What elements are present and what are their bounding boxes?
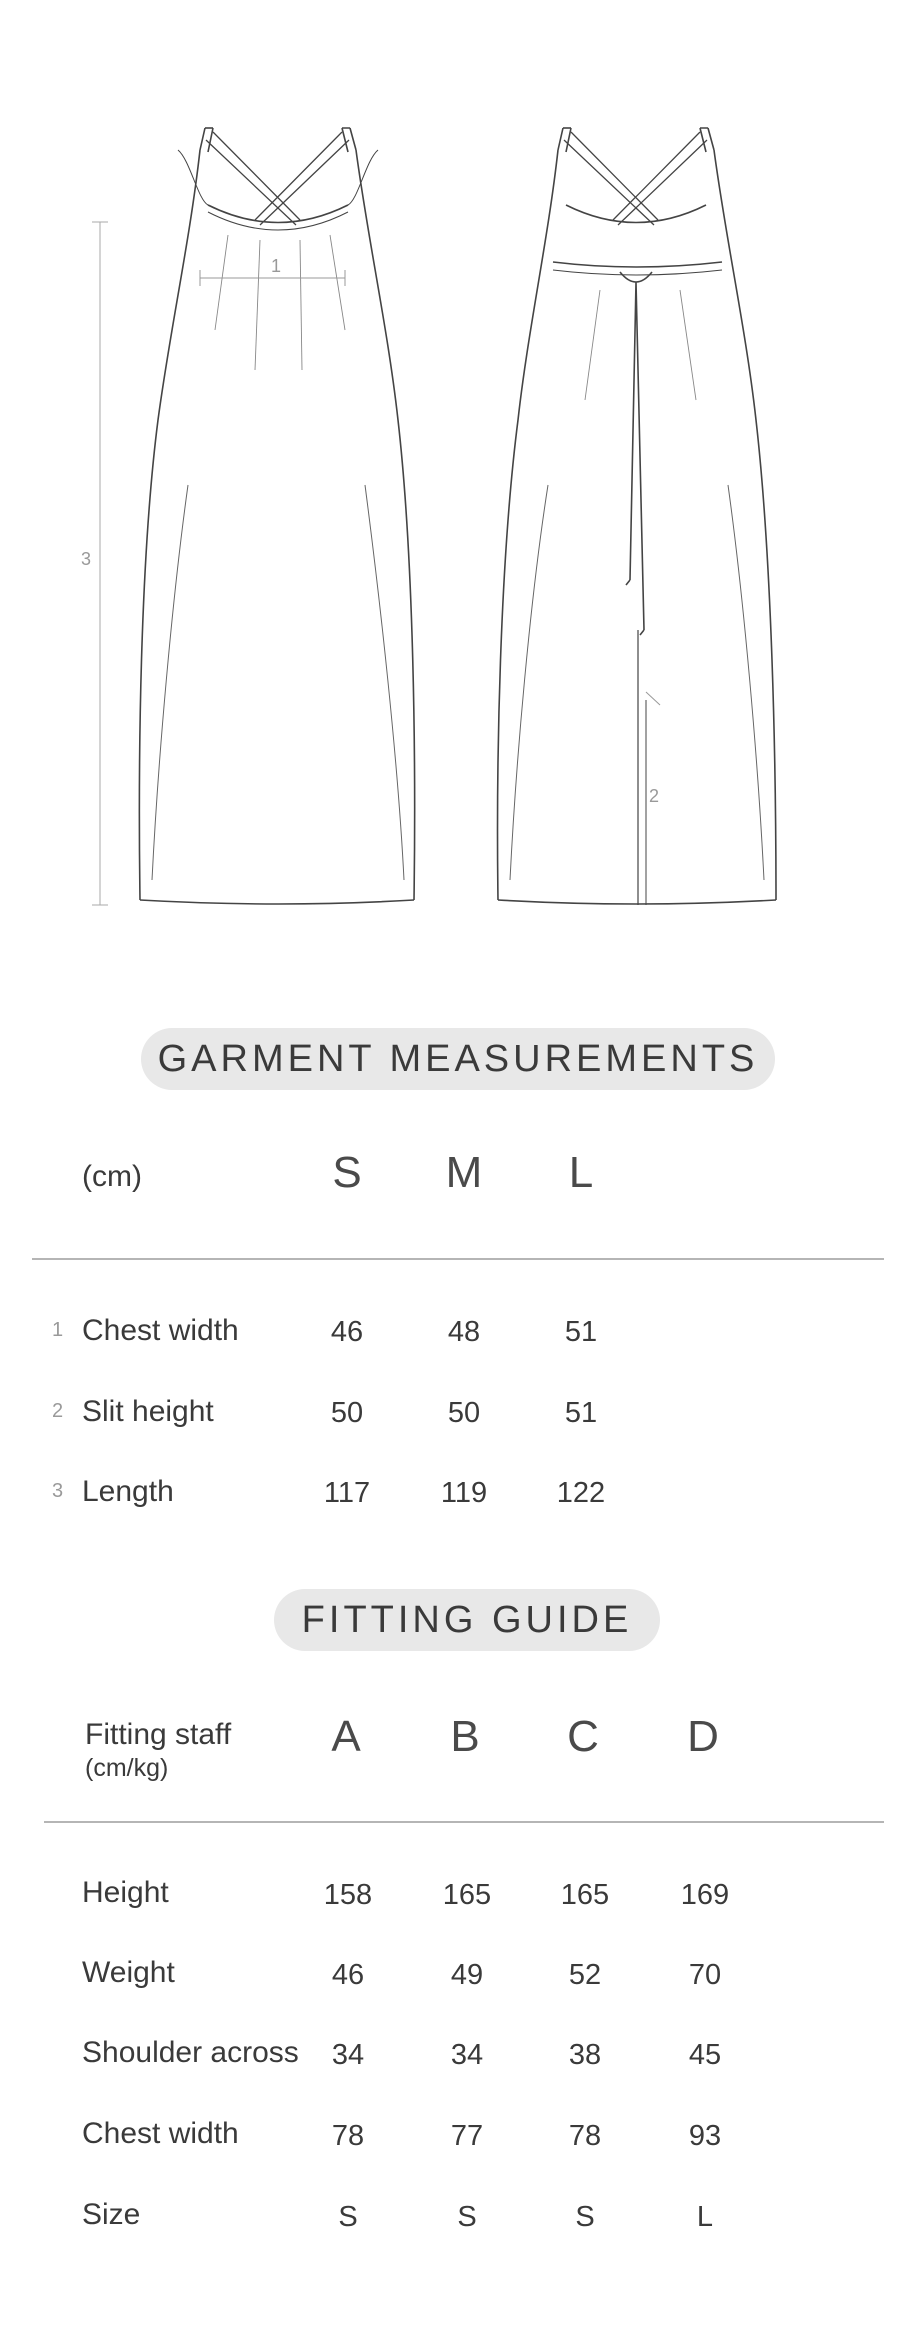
fitting-cell: 93 <box>688 2120 722 2152</box>
garment-row-number: 2 <box>52 1400 64 1422</box>
garment-cell: 48 <box>447 1316 481 1348</box>
fitting-row-label: Size <box>82 2198 141 2231</box>
fitting-cell: 78 <box>568 2120 602 2152</box>
fitting-staff-a: A <box>331 1712 361 1761</box>
garment-cell: 51 <box>564 1397 598 1429</box>
garment-row-number: 1 <box>52 1319 64 1341</box>
fitting-cell: 52 <box>568 1959 602 1991</box>
fitting-cell: 77 <box>450 2120 484 2152</box>
garment-row-label: Chest width <box>82 1314 239 1347</box>
garment-row-label: Length <box>82 1475 174 1508</box>
fitting-cell: 49 <box>450 1959 484 1991</box>
dress-technical-drawing <box>0 0 917 960</box>
fitting-staff-d: D <box>687 1712 719 1761</box>
fitting-cell: S <box>457 2201 477 2233</box>
garment-size-m: M <box>445 1148 483 1197</box>
garment-cell: 46 <box>330 1316 364 1348</box>
fitting-cell: 165 <box>560 1879 610 1911</box>
fitting-cell: 46 <box>331 1959 365 1991</box>
garment-unit-label: (cm) <box>82 1160 142 1193</box>
back-label-2: 2 <box>648 786 660 806</box>
garment-row-label: Slit height <box>82 1395 214 1428</box>
back-view-dress <box>498 128 776 905</box>
fitting-cell: 165 <box>442 1879 492 1911</box>
garment-size-l: L <box>568 1148 594 1197</box>
fitting-guide-title: FITTING GUIDE <box>274 1589 660 1651</box>
fitting-cell: 158 <box>323 1879 373 1911</box>
fitting-unit-label: (cm/kg) <box>85 1754 169 1782</box>
garment-cell: 117 <box>323 1477 371 1509</box>
fitting-cell: L <box>696 2201 714 2233</box>
garment-size-s: S <box>332 1148 362 1197</box>
fitting-cell: S <box>338 2201 358 2233</box>
front-label-3: 3 <box>80 549 92 569</box>
fitting-staff-header <box>85 1718 231 1783</box>
fitting-cell: 45 <box>688 2039 722 2071</box>
garment-cell: 122 <box>556 1477 606 1509</box>
garment-divider <box>32 1258 884 1260</box>
fitting-row-label: Shoulder across <box>82 2036 299 2069</box>
fitting-cell: S <box>575 2201 595 2233</box>
fitting-staff-label: Fitting staff <box>85 1718 232 1751</box>
fitting-cell: 169 <box>680 1879 730 1911</box>
fitting-divider <box>44 1821 884 1823</box>
fitting-cell: 34 <box>331 2039 365 2071</box>
fitting-cell: 34 <box>450 2039 484 2071</box>
garment-cell: 50 <box>330 1397 364 1429</box>
garment-cell: 51 <box>564 1316 598 1348</box>
garment-row-number: 3 <box>52 1480 64 1502</box>
fitting-cell: 78 <box>331 2120 365 2152</box>
front-view-dress <box>92 128 415 905</box>
fitting-staff-c: C <box>567 1712 599 1761</box>
fitting-cell: 70 <box>688 1959 722 1991</box>
fitting-staff-b: B <box>450 1712 480 1761</box>
fitting-row-label: Height <box>82 1876 169 1909</box>
garment-cell: 119 <box>440 1477 488 1509</box>
garment-cell: 50 <box>447 1397 481 1429</box>
fitting-cell: 38 <box>568 2039 602 2071</box>
fitting-row-label: Weight <box>82 1956 175 1989</box>
front-label-1: 1 <box>270 256 282 276</box>
garment-measurements-title: GARMENT MEASUREMENTS <box>141 1028 775 1090</box>
fitting-row-label: Chest width <box>82 2117 239 2150</box>
